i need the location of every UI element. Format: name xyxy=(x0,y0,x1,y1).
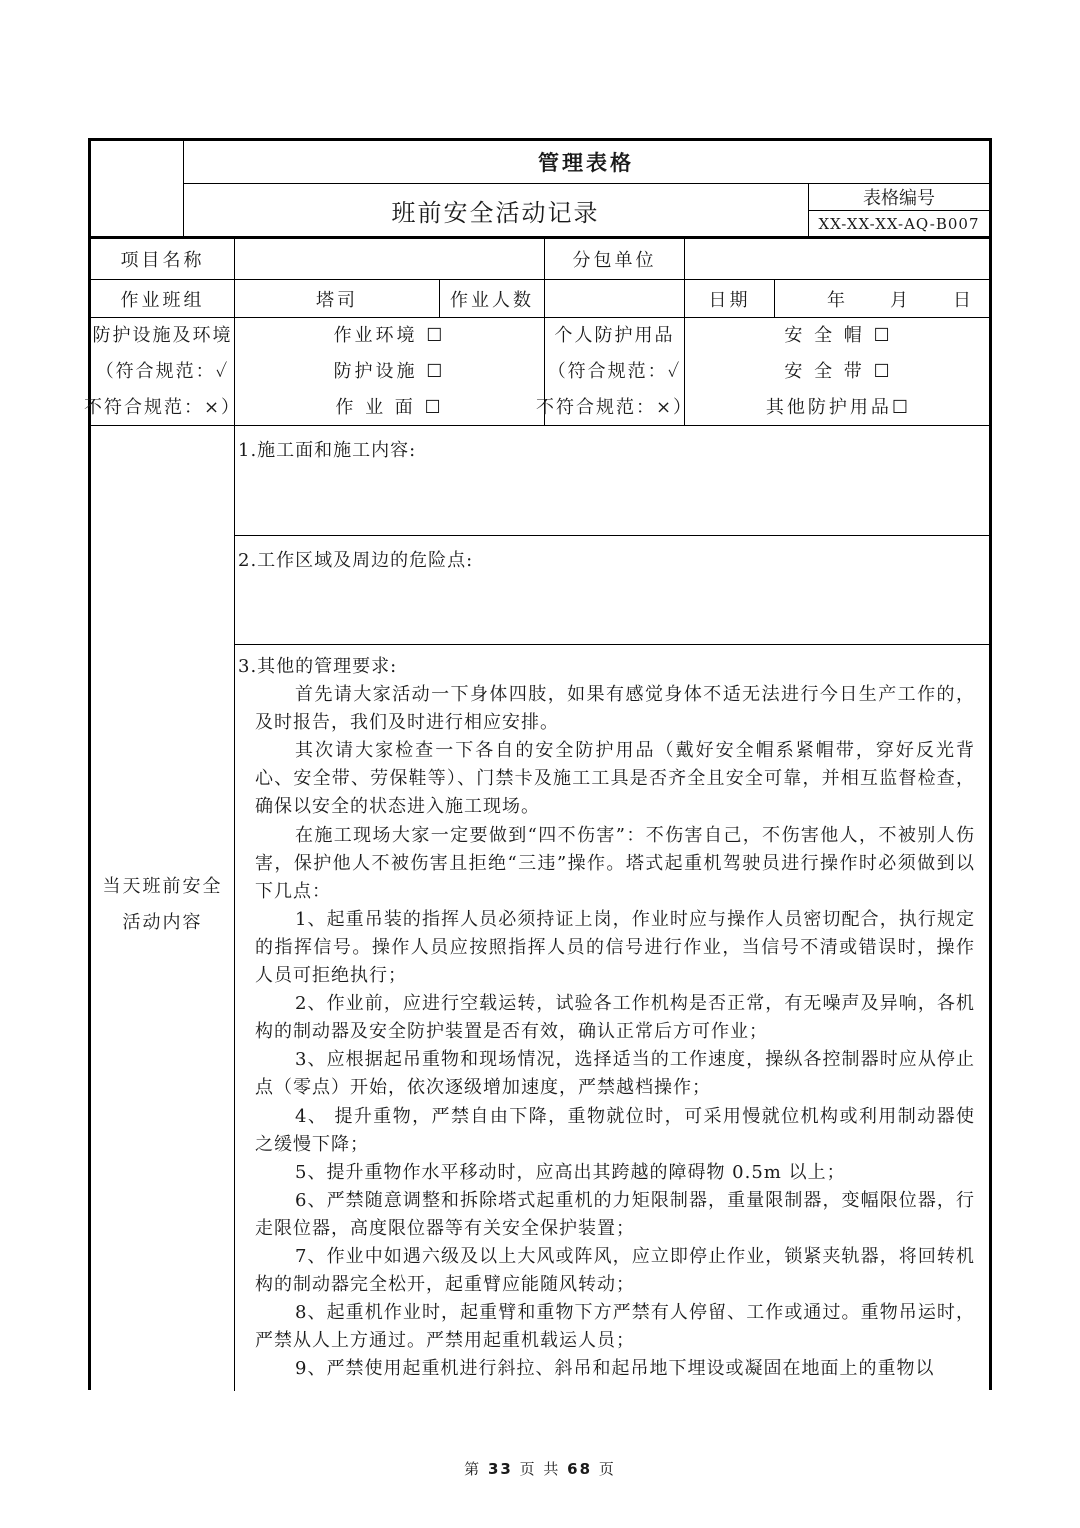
activity-content-label: 当天班前安全 活动内容 xyxy=(102,876,223,933)
paragraph: 8、起重机作业时，起重臂和重物下方严禁有人停留、工作或通过。重物吊运时，严禁从人上方通过。严禁用起重机载运人员； xyxy=(255,1302,975,1352)
worker-count-label: 作业人数 xyxy=(450,289,534,311)
checkbox-work-environment[interactable]: 作业环境 ☐ xyxy=(333,324,446,346)
section-3-label: 3.其他的管理要求: xyxy=(238,656,398,677)
checkbox-safety-belt[interactable]: 安 全 带 ☐ xyxy=(784,360,893,382)
page-total: 68 xyxy=(567,1460,593,1478)
paragraph: 在施工现场大家一定要做到“四不伤害”：不伤害自己，不伤害他人，不被别人伤害，保护他人不被伤害且拒绝“三违”操作。塔式起重机驾驶员进行操作时必须做到以下几点： xyxy=(255,824,975,902)
work-team-field[interactable]: 塔司 xyxy=(316,289,358,311)
paragraph: 9、严禁使用起重机进行斜拉、斜吊和起吊地下埋设或凝固在地面上的重物以 xyxy=(295,1358,935,1380)
form-code-value: XX-XX-XX-AQ-B007 xyxy=(818,214,980,233)
form-name: 班前安全活动记录 xyxy=(391,198,600,227)
paragraph: 4、 提升重物，严禁自由下降，重物就位时，可采用慢就位机构或利用制动器使之缓慢下降； xyxy=(255,1105,975,1155)
section-2-label: 2.工作区域及周边的危险点: xyxy=(238,550,474,571)
ppe-checklist xyxy=(685,318,992,425)
date-label: 日期 xyxy=(708,289,751,311)
subcontract-unit-field[interactable] xyxy=(685,239,992,279)
paragraph: 7、作业中如遇六级及以上大风或阵风，应立即停止作业，锁紧夹轨器，将回转机构的制动器完全松开，起重臂应能随风转动； xyxy=(255,1245,975,1296)
checkbox-other-ppe[interactable]: 其他防护用品☐ xyxy=(765,396,912,418)
row-divider xyxy=(234,535,989,536)
paragraph: 2、作业前，应进行空载运转，试验各工作机构是否正常，有无噪声及异响，各机构的制动器及安全防护装置是否有效，确认正常后方可作业； xyxy=(255,993,975,1043)
paragraph: 其次请大家检查一下各自的安全防护用品（戴好安全帽系紧帽带，穿好反光背心、安全带、劳保鞋等）、门禁卡及施工工具是否齐全且安全可靠，并相互监督检查，确保以安全的状态进入施工现场。 xyxy=(255,740,975,818)
paragraph: 首先请大家活动一下身体四肢，如果有感觉身体不适无法进行今日生产工作的，及时报告，我们及时进行相应安排。 xyxy=(255,684,975,734)
paragraph: 1、起重吊装的指挥人员必须持证上岗，作业时应与操作人员密切配合，执行规定的指挥信号。操作人员应按照指挥人员的信号进行作业，当信号不清或错误时，操作人员可拒绝执行； xyxy=(255,908,975,987)
page-footer: 第 33 页 共 68 页 xyxy=(464,1460,616,1478)
form-code-label: 表格编号 xyxy=(863,188,935,209)
project-name-field[interactable] xyxy=(235,239,544,279)
ppe-criteria-label: 个人防护用品 （符合规范：✓ 不符合规范：×） xyxy=(535,324,694,418)
paragraph: 6、严禁随意调整和拆除塔式起重机的力矩限制器，重量限制器，变幅限位器，行走限位器，高度限位器等有关安全保护装置； xyxy=(255,1189,975,1239)
page-number: 33 xyxy=(487,1460,513,1478)
facility-checklist xyxy=(235,318,544,425)
work-team-label: 作业班组 xyxy=(120,289,205,311)
facility-criteria-label: 防护设施及环境 （符合规范：✓ 不符合规范：×） xyxy=(83,324,242,418)
row-divider xyxy=(234,644,989,645)
subcontract-unit-label: 分包单位 xyxy=(572,250,657,271)
section-3-content xyxy=(234,653,989,1383)
worker-count-field[interactable] xyxy=(545,280,684,317)
project-name-label: 项目名称 xyxy=(120,250,205,271)
date-field[interactable]: 年 月 日 xyxy=(827,289,974,311)
checkbox-safety-helmet[interactable]: 安 全 帽 ☐ xyxy=(784,324,893,346)
paragraph: 5、提升重物作水平移动时，应高出其跨越的障碍物 0.5m 以上； xyxy=(295,1161,846,1183)
header-title: 管理表格 xyxy=(538,151,634,175)
section-1-label: 1.施工面和施工内容: xyxy=(238,440,417,461)
form-header xyxy=(88,138,992,239)
checkbox-work-surface[interactable]: 作 业 面 ☐ xyxy=(335,396,444,418)
checkbox-protective-facilities[interactable]: 防护设施 ☐ xyxy=(333,360,446,382)
paragraph: 3、应根据起吊重物和现场情况，选择适当的工作速度，操纵各控制器时应从停止点（零点）开始，依次逐级增加速度，严禁越档操作； xyxy=(255,1049,975,1099)
